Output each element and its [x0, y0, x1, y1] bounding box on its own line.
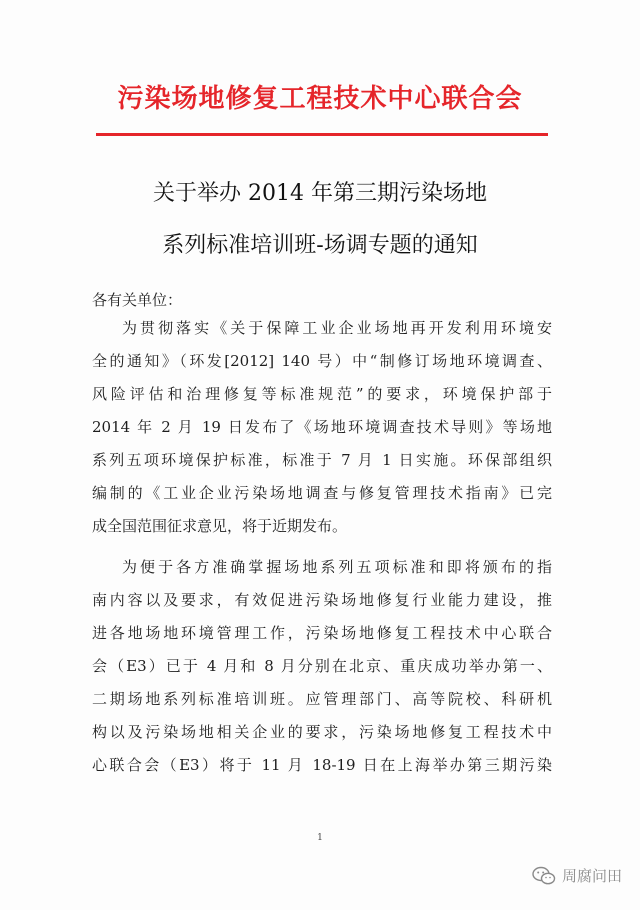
paragraph-2 — [92, 551, 552, 782]
notice-title-line-2: 系列标准培训班-场调专题的通知 — [162, 233, 478, 258]
watermark — [532, 865, 622, 886]
watermark-text: 周腐问田 — [561, 867, 622, 885]
paragraph-1-line: 全的通知》（环发[2012] 140 号）中“制修订场地环境调查、 — [92, 352, 552, 370]
organization-header: 污染场地修复工程技术中心联合会 — [117, 84, 523, 114]
paragraph-1 — [92, 312, 552, 543]
paragraph-2-line: 二期场地系列标准培训班。应管理部门、高等院校、科研机 — [92, 690, 552, 708]
paragraph-2-line: 进各地场地环境管理工作，污染场地修复工程技术中心联合 — [92, 624, 552, 642]
paragraph-1-line: 为贯彻落实《关于保障工业企业场地再开发利用环境安 — [122, 319, 552, 337]
paragraph-1-line: 成全国范围征求意见，将于近期发布。 — [92, 517, 348, 535]
paragraph-1-line: 风险评估和治理修复等标准规范”的要求，环境保护部于 — [92, 385, 552, 403]
paragraph-1-line: 编制的《工业企业污染场地调查与修复管理技术指南》已完 — [92, 484, 552, 502]
paragraph-1-line: 系列五项环境保护标准，标准于 7 月 1 日实施。环保部组织 — [92, 451, 552, 469]
salutation: 各有关单位： — [92, 291, 183, 309]
notice-title-line-1: 关于举办 2014 年第三期污染场地 — [153, 181, 487, 206]
wechat-icon — [532, 866, 556, 886]
paragraph-2-line: 为便于各方准确掌握场地系列五项标准和即将颁布的指 — [122, 558, 552, 576]
page-number: 1 — [317, 833, 323, 843]
paragraph-2-line: 会（E3）已于 4 月和 8 月分别在北京、重庆成功举办第一、 — [92, 657, 552, 675]
paragraph-1-line: 2014 年 2 月 19 日发布了《场地环境调查技术导则》等场地 — [92, 418, 552, 436]
paragraph-2-line: 南内容以及要求，有效促进污染场地修复行业能力建设，推 — [92, 591, 552, 609]
header-divider — [96, 133, 548, 136]
paragraph-2-line: 构以及污染场地相关企业的要求，污染场地修复工程技术中 — [92, 723, 552, 741]
paragraph-2-line: 心联合会（E3）将于 11 月 18-19 日在上海举办第三期污染 — [92, 756, 552, 774]
